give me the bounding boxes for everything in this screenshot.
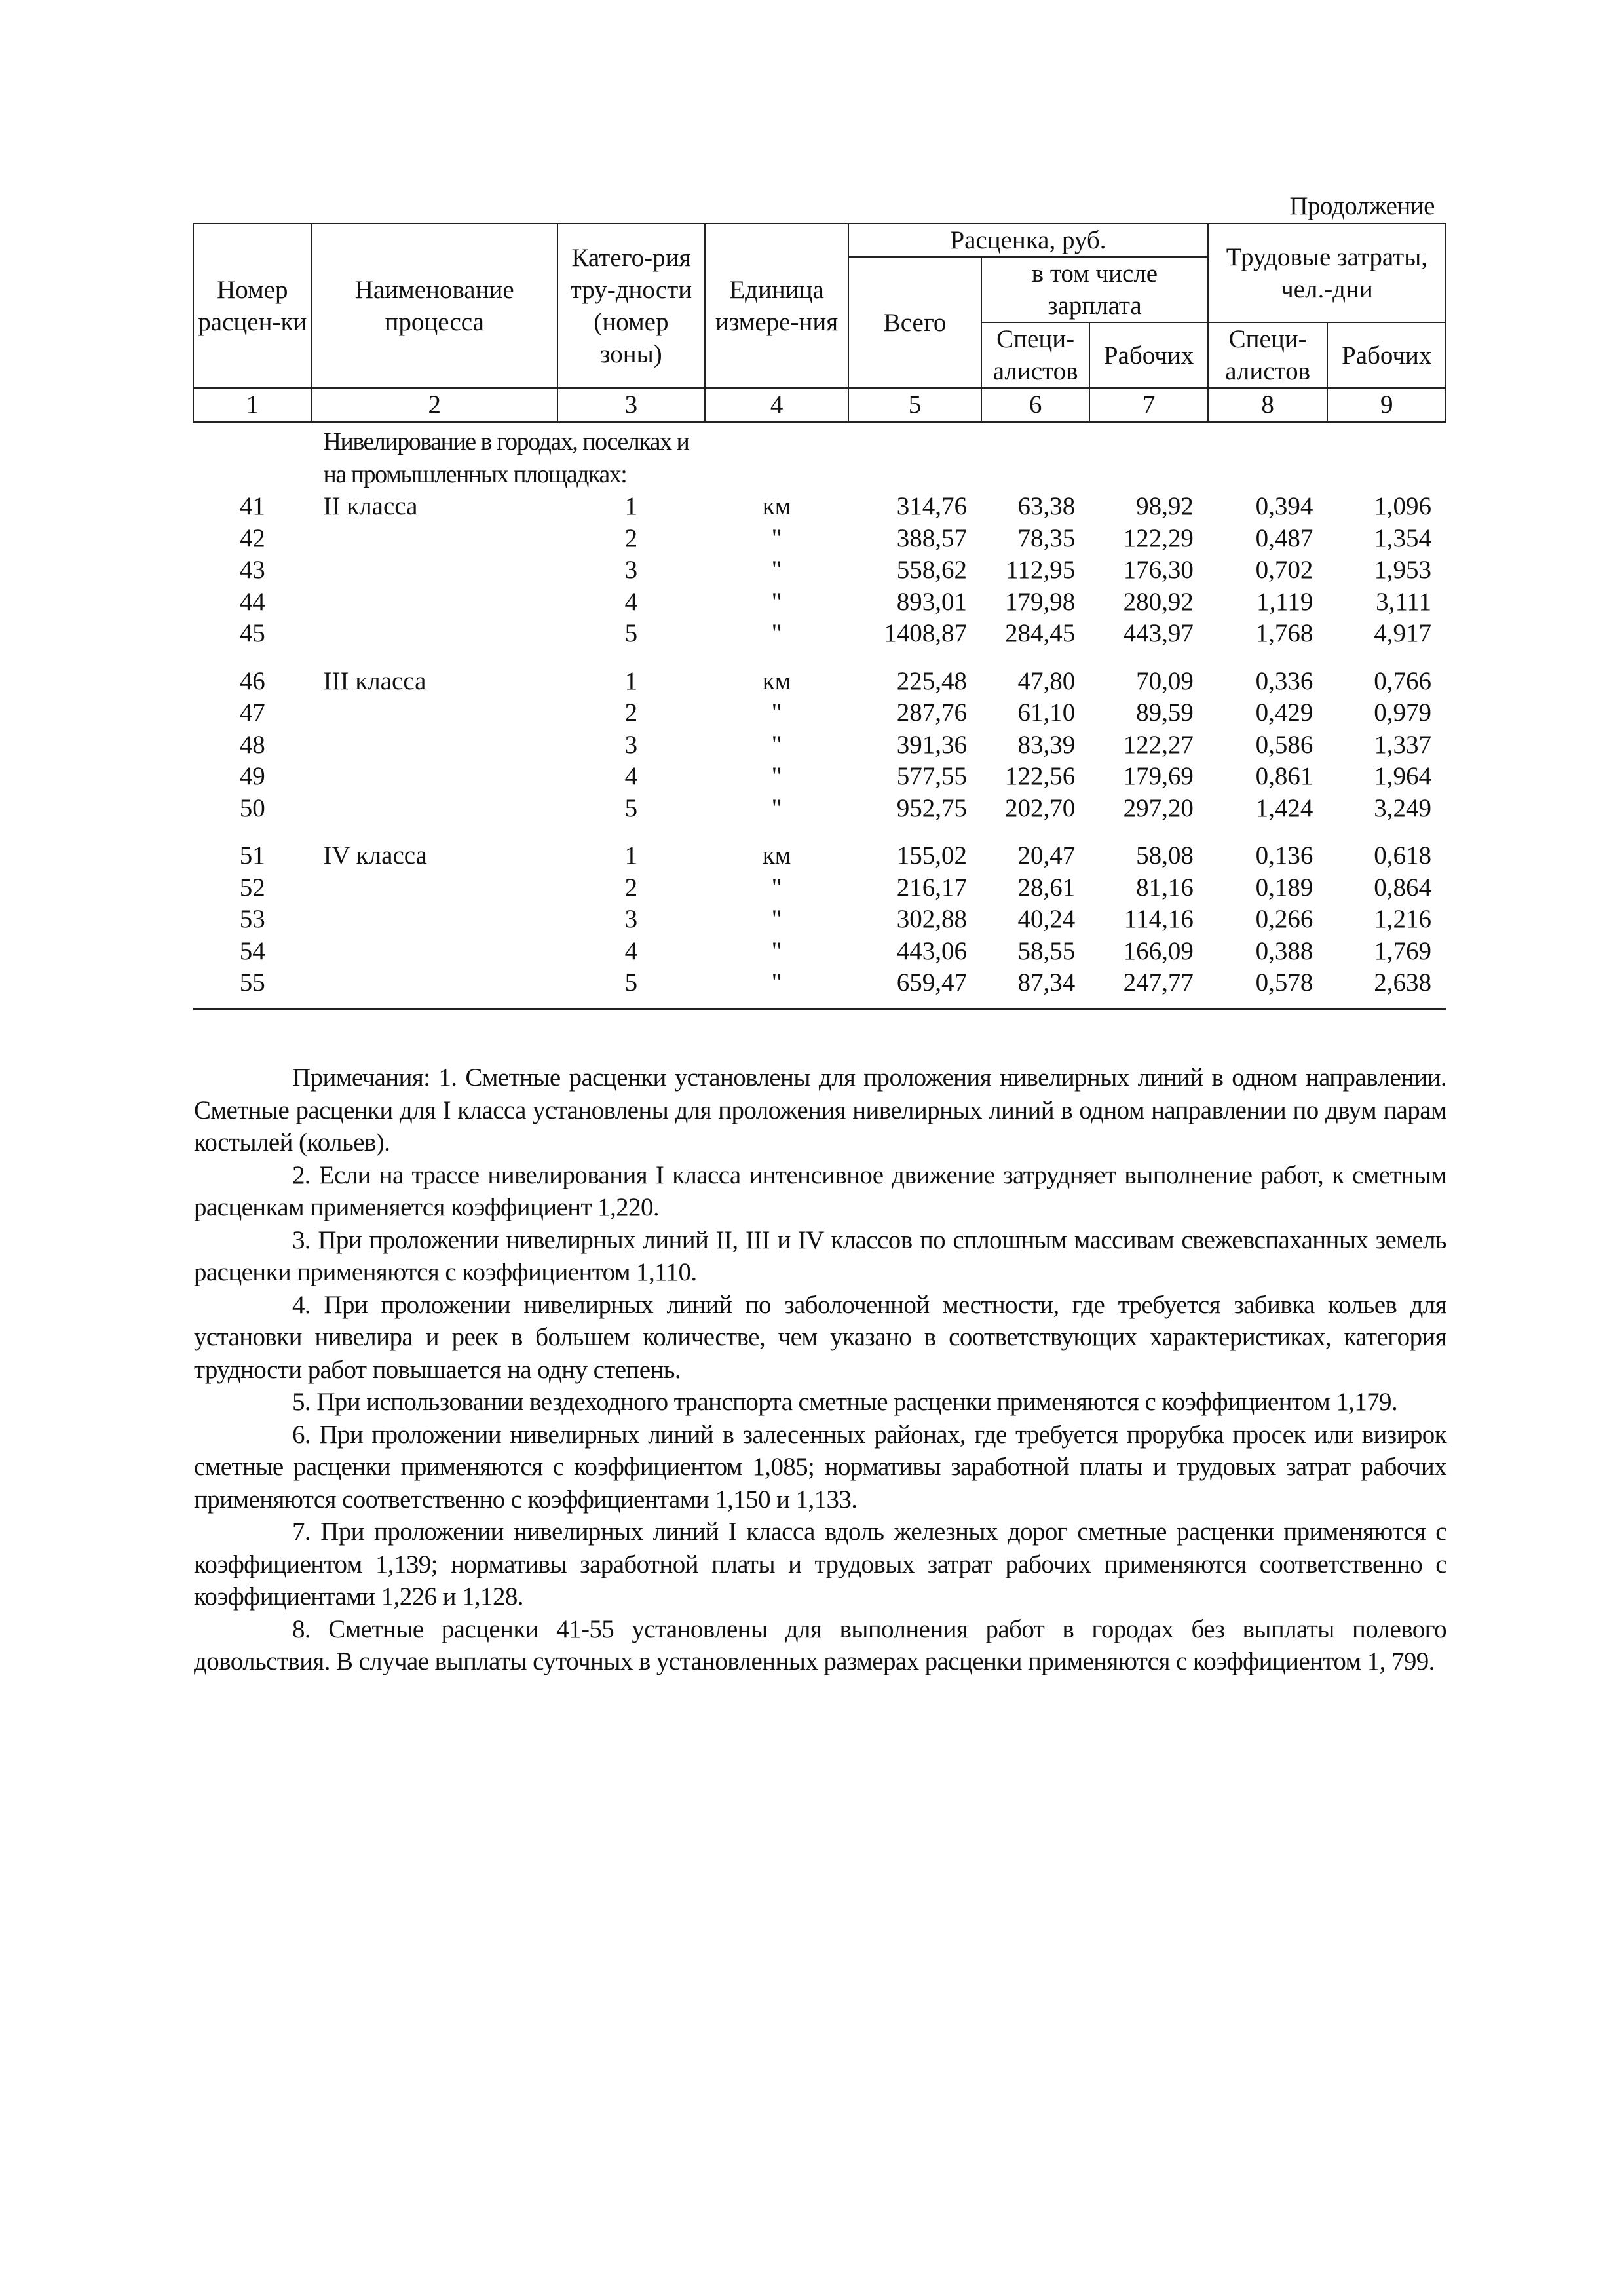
labor-workers: 0,766 <box>1374 666 1431 695</box>
unit: " <box>771 794 782 822</box>
unit: " <box>771 873 782 902</box>
table-row <box>193 761 1446 793</box>
process-name <box>312 967 557 1009</box>
unit: км <box>762 492 791 520</box>
labor-workers: 1,769 <box>1374 936 1431 965</box>
category: 4 <box>624 762 638 790</box>
note-paragraph: 5. При использовании вездеходного транспорта сметные расценки применяются с коэффициентом 1,179. <box>292 1388 1398 1416</box>
process-name: IV класса <box>323 841 427 870</box>
rate-number: 53 <box>239 905 265 933</box>
price-total: 443,06 <box>896 936 967 965</box>
group-spacer <box>193 650 1446 666</box>
table-row <box>193 523 1446 555</box>
column-number-3: 3 <box>557 388 705 422</box>
table-row <box>193 554 1446 586</box>
salary-workers: 247,77 <box>1089 967 1208 1009</box>
header-name: Наименование процесса <box>312 223 557 388</box>
unit: " <box>771 936 782 965</box>
labor-workers: 2,638 <box>1327 967 1446 1009</box>
category: 3 <box>624 730 638 759</box>
process-name <box>312 761 557 793</box>
table-body <box>193 422 1446 1009</box>
section-header-row <box>193 422 1446 491</box>
column-number-4: 4 <box>705 388 848 422</box>
header-salary-specialists: Специ-алистов <box>981 322 1089 388</box>
rate-number: 46 <box>239 666 265 695</box>
category: 4 <box>624 587 638 616</box>
header-total: Всего <box>848 257 981 388</box>
salary-specialists: 112,95 <box>1006 556 1076 584</box>
category: 2 <box>624 524 638 552</box>
price-total: 155,02 <box>896 841 967 870</box>
rate-number: 47 <box>239 698 265 727</box>
header-category: Катего-рия тру-дности (номер зоны) <box>557 223 705 388</box>
salary-workers: 58,08 <box>1136 841 1194 870</box>
rate-number: 50 <box>239 794 265 822</box>
note-paragraph: 2. Если на трассе нивелирования I класса интенсивное движение затрудняет выполнение работ, к сметным расценкам применяется коэффициент 1,220. <box>194 1160 1446 1221</box>
salary-workers: 81,16 <box>1136 873 1194 902</box>
salary-workers: 122,29 <box>1123 524 1194 552</box>
rate-number: 51 <box>239 841 265 870</box>
category: 1 <box>624 492 638 520</box>
salary-specialists: 87,34 <box>981 967 1089 1009</box>
rate-number: 55 <box>193 967 312 1009</box>
process-name <box>312 586 557 619</box>
rate-number: 41 <box>239 492 265 520</box>
unit: " <box>771 762 782 790</box>
header-labor: Трудовые затраты, чел.-дни <box>1208 223 1446 322</box>
section-title: Нивелирование в городах, поселках и на промышленных площадках: <box>323 428 689 488</box>
unit: км <box>762 841 791 870</box>
continuation-label: Продолжение <box>1289 192 1435 220</box>
salary-specialists: 179,98 <box>1005 587 1076 616</box>
process-name <box>312 872 557 904</box>
table-row <box>193 697 1446 729</box>
note-paragraph: 4. При проложении нивелирных линий по заболоченной местности, где требуется забивка кольев для установки нивелира и реек в большем количестве, чем указано в соответствующих характеристиках, категория трудности работ повышается на одну степень. <box>194 1290 1446 1384</box>
process-name <box>312 936 557 968</box>
table-row <box>193 936 1446 968</box>
salary-specialists: 61,10 <box>1017 698 1076 727</box>
header-including-salary: в том числе зарплата <box>981 257 1208 322</box>
price-total: 558,62 <box>896 556 967 584</box>
labor-specialists: 0,136 <box>1255 841 1313 870</box>
process-name <box>312 697 557 729</box>
labor-workers: 1,354 <box>1374 524 1431 552</box>
rate-number: 44 <box>239 587 265 616</box>
unit: " <box>771 524 782 552</box>
table-row <box>193 618 1446 650</box>
column-number-7: 7 <box>1089 388 1208 422</box>
category: 4 <box>624 936 638 965</box>
column-number-1: 1 <box>193 388 312 422</box>
unit: " <box>771 556 782 584</box>
salary-workers: 280,92 <box>1123 587 1194 616</box>
salary-specialists: 58,55 <box>1017 936 1076 965</box>
table-row <box>193 904 1446 936</box>
labor-workers: 1,964 <box>1374 762 1431 790</box>
labor-specialists: 1,768 <box>1255 619 1313 647</box>
column-number-5: 5 <box>848 388 981 422</box>
header-salary-workers: Рабочих <box>1089 322 1208 388</box>
note-paragraph: Примечания: 1. Сметные расценки установлены для проложения нивелирных линий в одном направлении. Сметные расценки для I класса установлены для проложения нивелирных линий в одном направлении по двум парам костылей (кольев). <box>194 1063 1446 1157</box>
salary-workers: 166,09 <box>1123 936 1194 965</box>
column-numbers-row <box>193 388 1446 422</box>
price-total: 302,88 <box>896 905 967 933</box>
price-total: 388,57 <box>896 524 967 552</box>
table-row <box>193 872 1446 904</box>
labor-specialists: 0,861 <box>1255 762 1313 790</box>
price-total: 577,55 <box>896 762 967 790</box>
header-number: Номер расцен-ки <box>193 223 312 388</box>
labor-workers: 0,864 <box>1374 873 1431 902</box>
process-name: II класса <box>323 492 418 520</box>
price-total: 391,36 <box>896 730 967 759</box>
price-total: 1408,87 <box>884 619 967 647</box>
labor-workers: 1,337 <box>1374 730 1431 759</box>
salary-specialists: 83,39 <box>1017 730 1076 759</box>
labor-specialists: 0,189 <box>1255 873 1313 902</box>
table-row <box>193 967 1446 1009</box>
header-labor-workers: Рабочих <box>1327 322 1446 388</box>
salary-specialists: 63,38 <box>1017 492 1076 520</box>
table-header <box>193 223 1446 422</box>
price-total: 287,76 <box>896 698 967 727</box>
process-name <box>312 554 557 586</box>
labor-workers: 1,216 <box>1374 905 1431 933</box>
labor-specialists: 1,424 <box>1255 794 1313 822</box>
column-number-2: 2 <box>312 388 557 422</box>
rate-number: 48 <box>239 730 265 759</box>
rate-number: 45 <box>239 619 265 647</box>
unit: " <box>771 730 782 759</box>
category: 2 <box>624 873 638 902</box>
salary-workers: 176,30 <box>1123 556 1194 584</box>
process-name <box>312 618 557 650</box>
column-number-6: 6 <box>981 388 1089 422</box>
category: 5 <box>624 794 638 822</box>
note-paragraph: 3. При проложении нивелирных линий II, III и IV классов по сплошным массивам свежевспаханных земель расценки применяются с коэффициентом 1,110. <box>194 1225 1446 1286</box>
labor-specialists: 0,336 <box>1255 666 1313 695</box>
labor-specialists: 0,394 <box>1255 492 1313 520</box>
labor-specialists: 0,487 <box>1255 524 1313 552</box>
price-total: 893,01 <box>896 587 967 616</box>
salary-workers: 114,16 <box>1124 905 1194 933</box>
labor-workers: 1,953 <box>1374 556 1431 584</box>
salary-workers: 70,09 <box>1136 666 1194 695</box>
unit: " <box>771 619 782 647</box>
labor-workers: 4,917 <box>1374 619 1431 647</box>
price-total: 952,75 <box>896 794 967 822</box>
salary-specialists: 122,56 <box>1005 762 1076 790</box>
table-row <box>193 729 1446 761</box>
table-row <box>193 491 1446 523</box>
labor-specialists: 0,702 <box>1255 556 1313 584</box>
process-name <box>312 904 557 936</box>
price-total: 314,76 <box>896 492 967 520</box>
labor-specialists: 0,266 <box>1255 905 1313 933</box>
labor-workers: 0,979 <box>1374 698 1431 727</box>
rate-number: 52 <box>239 873 265 902</box>
process-name <box>312 523 557 555</box>
rate-number: 43 <box>239 556 265 584</box>
labor-specialists: 0,578 <box>1208 967 1328 1009</box>
table-row <box>193 586 1446 619</box>
labor-specialists: 0,388 <box>1255 936 1313 965</box>
notes-section <box>194 1062 1446 1678</box>
salary-workers: 89,59 <box>1136 698 1194 727</box>
labor-workers: 3,111 <box>1376 587 1431 616</box>
salary-workers: 179,69 <box>1123 762 1194 790</box>
rates-table <box>193 223 1446 1010</box>
labor-workers: 3,249 <box>1374 794 1431 822</box>
labor-specialists: 0,586 <box>1255 730 1313 759</box>
category: 3 <box>624 556 638 584</box>
header-unit: Единица измере-ния <box>705 223 848 388</box>
note-paragraph: 6. При проложении нивелирных линий в залесенных районах, где требуется прорубка просек или визирок сметные расценки применяются с коэффициентом 1,085; нормативы заработной платы и трудовых затрат рабочих применяются соответственно с коэффициентами 1,150 и 1,133. <box>194 1420 1446 1514</box>
unit: км <box>762 666 791 695</box>
salary-specialists: 284,45 <box>1005 619 1076 647</box>
rate-number: 54 <box>239 936 265 965</box>
salary-workers: 98,92 <box>1136 492 1194 520</box>
table-row <box>193 666 1446 698</box>
process-name <box>312 793 557 825</box>
table-row <box>193 793 1446 825</box>
salary-specialists: 20,47 <box>1017 841 1076 870</box>
header-price: Расценка, руб. <box>848 223 1208 257</box>
salary-specialists: 40,24 <box>1017 905 1076 933</box>
category: 1 <box>624 841 638 870</box>
table-row <box>193 840 1446 872</box>
labor-workers: 1,096 <box>1374 492 1431 520</box>
salary-workers: 122,27 <box>1123 730 1194 759</box>
note-paragraph: 7. При проложении нивелирных линий I класса вдоль железных дорог сметные расценки применяются с коэффициентом 1,139; нормативы заработной платы и трудовых затрат рабочих применяются соответственно с коэффициентами 1,226 и 1,128. <box>194 1518 1446 1611</box>
category: 2 <box>624 698 638 727</box>
header-labor-specialists: Специ-алистов <box>1208 322 1328 388</box>
category: 1 <box>624 666 638 695</box>
rate-number: 42 <box>239 524 265 552</box>
unit: " <box>771 698 782 727</box>
price-total: 659,47 <box>848 967 981 1009</box>
rate-number: 49 <box>239 762 265 790</box>
column-number-9: 9 <box>1327 388 1446 422</box>
labor-specialists: 0,429 <box>1255 698 1313 727</box>
unit: " <box>771 905 782 933</box>
salary-workers: 297,20 <box>1123 794 1194 822</box>
salary-specialists: 28,61 <box>1017 873 1076 902</box>
salary-specialists: 47,80 <box>1017 666 1076 695</box>
labor-workers: 0,618 <box>1374 841 1431 870</box>
salary-workers: 443,97 <box>1123 619 1194 647</box>
category: 5 <box>624 619 638 647</box>
labor-specialists: 1,119 <box>1256 587 1313 616</box>
salary-specialists: 78,35 <box>1017 524 1076 552</box>
category: 5 <box>557 967 705 1009</box>
note-paragraph: 8. Сметные расценки 41-55 установлены для выполнения работ в городах без выплаты полевого довольствия. В случае выплаты суточных в установленных размерах расценки применяются с коэффициентом 1, 799. <box>194 1615 1446 1675</box>
group-spacer <box>193 824 1446 840</box>
column-number-8: 8 <box>1208 388 1328 422</box>
price-total: 216,17 <box>896 873 967 902</box>
unit: " <box>705 967 848 1009</box>
category: 3 <box>624 905 638 933</box>
process-name: III класса <box>323 666 426 695</box>
salary-specialists: 202,70 <box>1005 794 1076 822</box>
price-total: 225,48 <box>896 666 967 695</box>
process-name <box>312 729 557 761</box>
unit: " <box>771 587 782 616</box>
